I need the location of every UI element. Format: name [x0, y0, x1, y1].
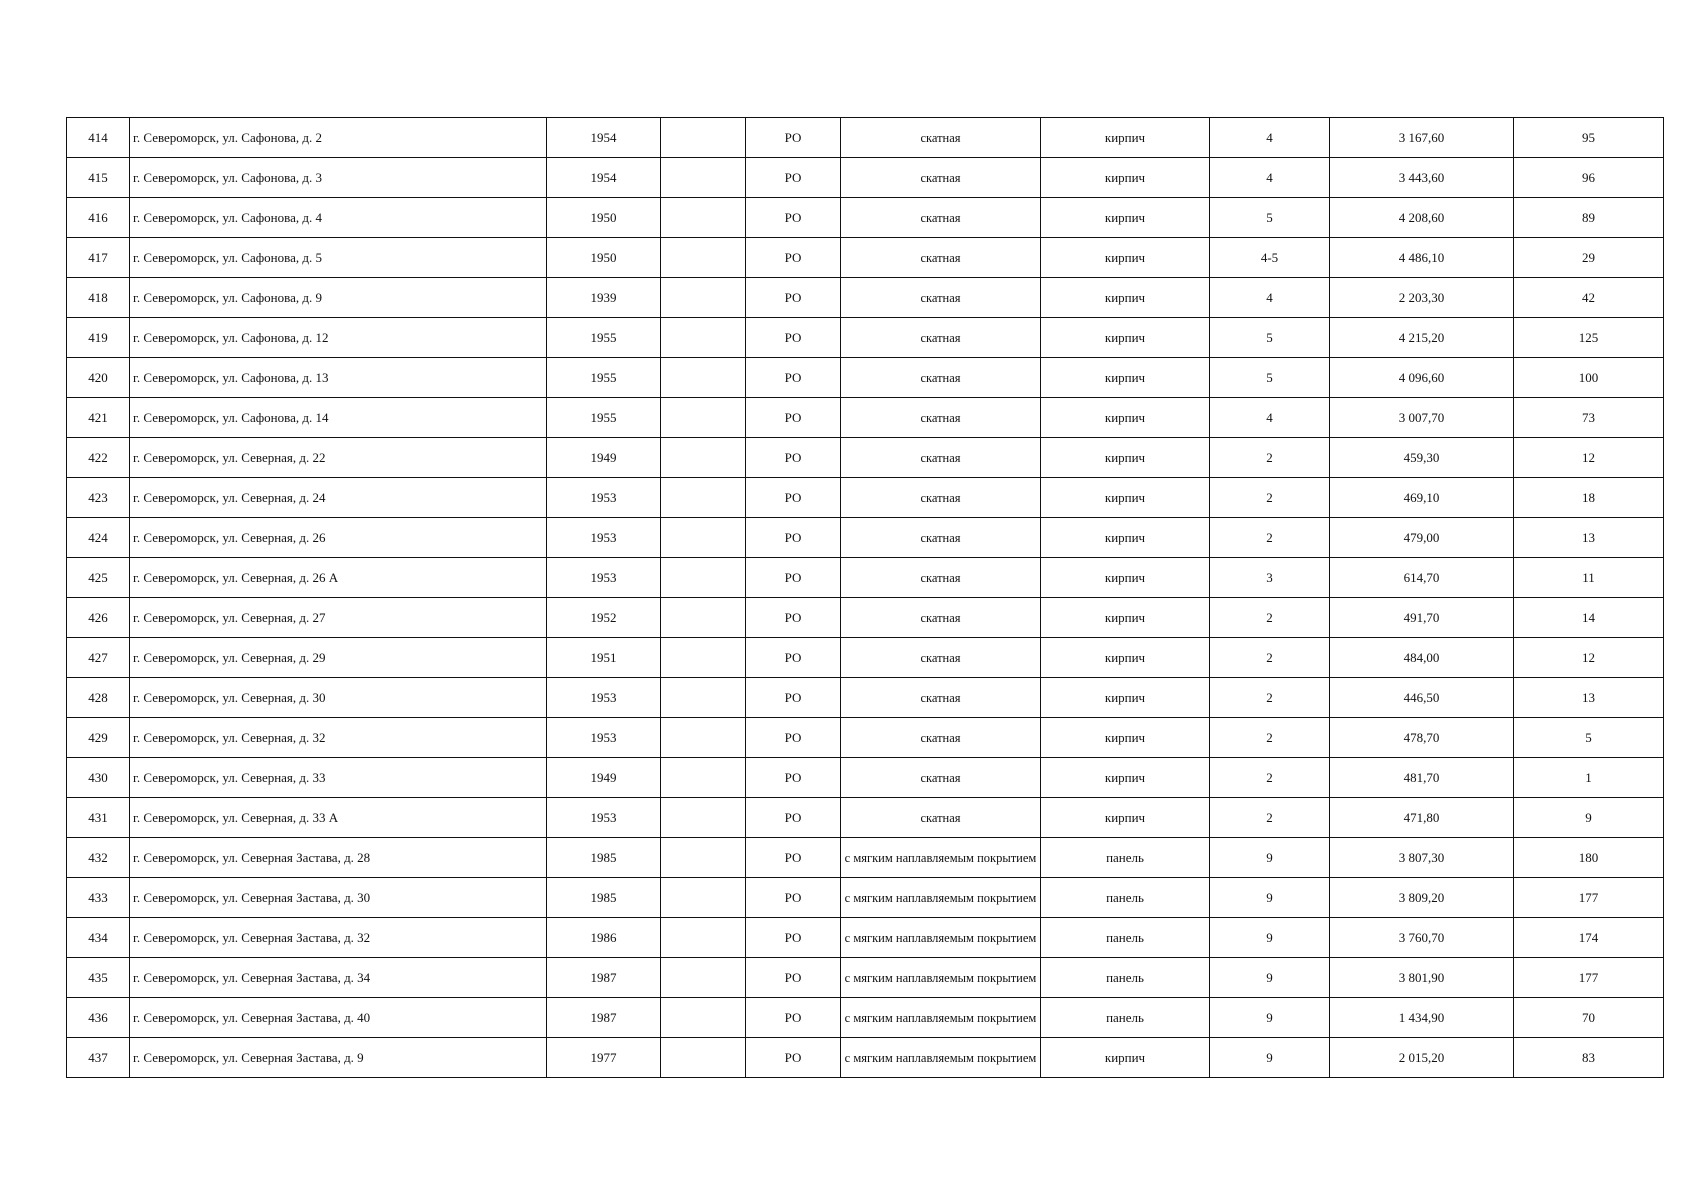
row-number: 424 — [67, 518, 130, 558]
count-cell: 96 — [1514, 158, 1664, 198]
address-cell: г. Североморск, ул. Северная, д. 24 — [130, 478, 547, 518]
count-cell: 83 — [1514, 1038, 1664, 1078]
ro-cell: РО — [746, 1038, 841, 1078]
empty-cell — [661, 438, 746, 478]
count-cell: 180 — [1514, 838, 1664, 878]
empty-cell — [661, 518, 746, 558]
roof-type-cell: скатная — [841, 318, 1041, 358]
ro-cell: РО — [746, 278, 841, 318]
row-number: 429 — [67, 718, 130, 758]
empty-cell — [661, 1038, 746, 1078]
address-cell: г. Североморск, ул. Северная, д. 32 — [130, 718, 547, 758]
roof-type-cell: скатная — [841, 278, 1041, 318]
empty-cell — [661, 798, 746, 838]
floors-cell: 3 — [1210, 558, 1330, 598]
area-cell: 4 215,20 — [1330, 318, 1514, 358]
floors-cell: 2 — [1210, 798, 1330, 838]
empty-cell — [661, 238, 746, 278]
wall-material-cell: кирпич — [1041, 1038, 1210, 1078]
floors-cell: 9 — [1210, 878, 1330, 918]
year-cell: 1985 — [547, 838, 661, 878]
row-number: 434 — [67, 918, 130, 958]
area-cell: 478,70 — [1330, 718, 1514, 758]
row-number: 417 — [67, 238, 130, 278]
floors-cell: 9 — [1210, 958, 1330, 998]
floors-cell: 2 — [1210, 678, 1330, 718]
table-row — [67, 598, 1664, 638]
table-row — [67, 878, 1664, 918]
year-cell: 1953 — [547, 718, 661, 758]
count-cell: 14 — [1514, 598, 1664, 638]
ro-cell: РО — [746, 158, 841, 198]
empty-cell — [661, 158, 746, 198]
year-cell: 1954 — [547, 158, 661, 198]
year-cell: 1953 — [547, 798, 661, 838]
empty-cell — [661, 278, 746, 318]
table-row — [67, 718, 1664, 758]
wall-material-cell: кирпич — [1041, 158, 1210, 198]
table-row — [67, 918, 1664, 958]
wall-material-cell: кирпич — [1041, 518, 1210, 558]
wall-material-cell: кирпич — [1041, 398, 1210, 438]
table-row — [67, 758, 1664, 798]
wall-material-cell: кирпич — [1041, 198, 1210, 238]
row-number: 432 — [67, 838, 130, 878]
year-cell: 1949 — [547, 438, 661, 478]
wall-material-cell: кирпич — [1041, 558, 1210, 598]
year-cell: 1985 — [547, 878, 661, 918]
wall-material-cell: кирпич — [1041, 798, 1210, 838]
count-cell: 13 — [1514, 518, 1664, 558]
count-cell: 5 — [1514, 718, 1664, 758]
roof-type-cell: скатная — [841, 718, 1041, 758]
floors-cell: 5 — [1210, 358, 1330, 398]
roof-type-cell: скатная — [841, 358, 1041, 398]
count-cell: 177 — [1514, 878, 1664, 918]
area-cell: 469,10 — [1330, 478, 1514, 518]
empty-cell — [661, 958, 746, 998]
ro-cell: РО — [746, 118, 841, 158]
year-cell: 1977 — [547, 1038, 661, 1078]
area-cell: 481,70 — [1330, 758, 1514, 798]
floors-cell: 4 — [1210, 158, 1330, 198]
row-number: 422 — [67, 438, 130, 478]
count-cell: 89 — [1514, 198, 1664, 238]
area-cell: 4 486,10 — [1330, 238, 1514, 278]
year-cell: 1939 — [547, 278, 661, 318]
count-cell: 177 — [1514, 958, 1664, 998]
wall-material-cell: кирпич — [1041, 758, 1210, 798]
count-cell: 18 — [1514, 478, 1664, 518]
area-cell: 471,80 — [1330, 798, 1514, 838]
row-number: 423 — [67, 478, 130, 518]
row-number: 419 — [67, 318, 130, 358]
roof-type-cell: с мягким наплавляемым покрытием — [841, 878, 1041, 918]
ro-cell: РО — [746, 918, 841, 958]
roof-type-cell: скатная — [841, 438, 1041, 478]
empty-cell — [661, 358, 746, 398]
area-cell: 3 809,20 — [1330, 878, 1514, 918]
year-cell: 1954 — [547, 118, 661, 158]
table-row — [67, 838, 1664, 878]
roof-type-cell: скатная — [841, 638, 1041, 678]
floors-cell: 4 — [1210, 118, 1330, 158]
area-cell: 2 203,30 — [1330, 278, 1514, 318]
address-cell: г. Североморск, ул. Северная, д. 26 — [130, 518, 547, 558]
roof-type-cell: скатная — [841, 198, 1041, 238]
table-row — [67, 438, 1664, 478]
empty-cell — [661, 998, 746, 1038]
year-cell: 1953 — [547, 678, 661, 718]
roof-type-cell: с мягким наплавляемым покрытием — [841, 918, 1041, 958]
empty-cell — [661, 398, 746, 438]
empty-cell — [661, 878, 746, 918]
wall-material-cell: кирпич — [1041, 478, 1210, 518]
empty-cell — [661, 918, 746, 958]
row-number: 436 — [67, 998, 130, 1038]
wall-material-cell: панель — [1041, 838, 1210, 878]
empty-cell — [661, 478, 746, 518]
table-row — [67, 398, 1664, 438]
ro-cell: РО — [746, 958, 841, 998]
row-number: 431 — [67, 798, 130, 838]
wall-material-cell: кирпич — [1041, 278, 1210, 318]
ro-cell: РО — [746, 478, 841, 518]
year-cell: 1953 — [547, 478, 661, 518]
ro-cell: РО — [746, 878, 841, 918]
count-cell: 29 — [1514, 238, 1664, 278]
empty-cell — [661, 718, 746, 758]
row-number: 433 — [67, 878, 130, 918]
row-number: 420 — [67, 358, 130, 398]
year-cell: 1949 — [547, 758, 661, 798]
ro-cell: РО — [746, 398, 841, 438]
empty-cell — [661, 598, 746, 638]
count-cell: 95 — [1514, 118, 1664, 158]
row-number: 418 — [67, 278, 130, 318]
roof-type-cell: скатная — [841, 158, 1041, 198]
ro-cell: РО — [746, 238, 841, 278]
row-number: 437 — [67, 1038, 130, 1078]
wall-material-cell: кирпич — [1041, 318, 1210, 358]
wall-material-cell: панель — [1041, 878, 1210, 918]
table-row — [67, 558, 1664, 598]
area-cell: 3 760,70 — [1330, 918, 1514, 958]
count-cell: 73 — [1514, 398, 1664, 438]
area-cell: 3 007,70 — [1330, 398, 1514, 438]
year-cell: 1951 — [547, 638, 661, 678]
wall-material-cell: кирпич — [1041, 598, 1210, 638]
row-number: 415 — [67, 158, 130, 198]
wall-material-cell: кирпич — [1041, 118, 1210, 158]
ro-cell: РО — [746, 198, 841, 238]
address-cell: г. Североморск, ул. Северная, д. 30 — [130, 678, 547, 718]
floors-cell: 2 — [1210, 718, 1330, 758]
address-cell: г. Североморск, ул. Сафонова, д. 12 — [130, 318, 547, 358]
roof-type-cell: скатная — [841, 558, 1041, 598]
roof-type-cell: скатная — [841, 238, 1041, 278]
floors-cell: 9 — [1210, 998, 1330, 1038]
address-cell: г. Североморск, ул. Северная, д. 26 А — [130, 558, 547, 598]
empty-cell — [661, 118, 746, 158]
roof-type-cell: скатная — [841, 118, 1041, 158]
year-cell: 1953 — [547, 518, 661, 558]
count-cell: 70 — [1514, 998, 1664, 1038]
address-cell: г. Североморск, ул. Северная Застава, д. 40 — [130, 998, 547, 1038]
address-cell: г. Североморск, ул. Сафонова, д. 3 — [130, 158, 547, 198]
wall-material-cell: кирпич — [1041, 718, 1210, 758]
table-row — [67, 478, 1664, 518]
area-cell: 4 208,60 — [1330, 198, 1514, 238]
table-row — [67, 1038, 1664, 1078]
roof-type-cell: скатная — [841, 598, 1041, 638]
floors-cell: 4 — [1210, 398, 1330, 438]
table-row — [67, 318, 1664, 358]
ro-cell: РО — [746, 318, 841, 358]
count-cell: 9 — [1514, 798, 1664, 838]
housing-table — [66, 117, 1664, 1078]
table-row — [67, 958, 1664, 998]
area-cell: 491,70 — [1330, 598, 1514, 638]
floors-cell: 5 — [1210, 318, 1330, 358]
count-cell: 174 — [1514, 918, 1664, 958]
floors-cell: 9 — [1210, 838, 1330, 878]
empty-cell — [661, 678, 746, 718]
roof-type-cell: скатная — [841, 398, 1041, 438]
floors-cell: 4-5 — [1210, 238, 1330, 278]
count-cell: 1 — [1514, 758, 1664, 798]
wall-material-cell: кирпич — [1041, 358, 1210, 398]
table-row — [67, 198, 1664, 238]
ro-cell: РО — [746, 598, 841, 638]
table-row — [67, 798, 1664, 838]
area-cell: 614,70 — [1330, 558, 1514, 598]
address-cell: г. Североморск, ул. Северная, д. 33 — [130, 758, 547, 798]
ro-cell: РО — [746, 518, 841, 558]
table-row — [67, 278, 1664, 318]
table-row — [67, 118, 1664, 158]
address-cell: г. Североморск, ул. Северная, д. 22 — [130, 438, 547, 478]
table-row — [67, 638, 1664, 678]
ro-cell: РО — [746, 838, 841, 878]
ro-cell: РО — [746, 638, 841, 678]
year-cell: 1952 — [547, 598, 661, 638]
count-cell: 100 — [1514, 358, 1664, 398]
table-body — [67, 118, 1664, 1078]
year-cell: 1987 — [547, 958, 661, 998]
table-row — [67, 998, 1664, 1038]
address-cell: г. Североморск, ул. Сафонова, д. 2 — [130, 118, 547, 158]
row-number: 416 — [67, 198, 130, 238]
area-cell: 3 807,30 — [1330, 838, 1514, 878]
ro-cell: РО — [746, 758, 841, 798]
year-cell: 1987 — [547, 998, 661, 1038]
area-cell: 459,30 — [1330, 438, 1514, 478]
row-number: 414 — [67, 118, 130, 158]
ro-cell: РО — [746, 998, 841, 1038]
row-number: 430 — [67, 758, 130, 798]
area-cell: 3 801,90 — [1330, 958, 1514, 998]
area-cell: 2 015,20 — [1330, 1038, 1514, 1078]
floors-cell: 2 — [1210, 478, 1330, 518]
count-cell: 12 — [1514, 638, 1664, 678]
empty-cell — [661, 758, 746, 798]
floors-cell: 9 — [1210, 918, 1330, 958]
area-cell: 446,50 — [1330, 678, 1514, 718]
floors-cell: 4 — [1210, 278, 1330, 318]
empty-cell — [661, 198, 746, 238]
ro-cell: РО — [746, 798, 841, 838]
empty-cell — [661, 638, 746, 678]
row-number: 426 — [67, 598, 130, 638]
address-cell: г. Североморск, ул. Сафонова, д. 5 — [130, 238, 547, 278]
area-cell: 479,00 — [1330, 518, 1514, 558]
address-cell: г. Североморск, ул. Северная, д. 33 А — [130, 798, 547, 838]
address-cell: г. Североморск, ул. Северная Застава, д. 34 — [130, 958, 547, 998]
wall-material-cell: панель — [1041, 998, 1210, 1038]
address-cell: г. Североморск, ул. Северная Застава, д. 28 — [130, 838, 547, 878]
floors-cell: 2 — [1210, 518, 1330, 558]
table-row — [67, 238, 1664, 278]
wall-material-cell: кирпич — [1041, 238, 1210, 278]
count-cell: 11 — [1514, 558, 1664, 598]
floors-cell: 2 — [1210, 598, 1330, 638]
year-cell: 1950 — [547, 238, 661, 278]
year-cell: 1955 — [547, 398, 661, 438]
floors-cell: 5 — [1210, 198, 1330, 238]
roof-type-cell: скатная — [841, 518, 1041, 558]
area-cell: 484,00 — [1330, 638, 1514, 678]
address-cell: г. Североморск, ул. Северная Застава, д. 9 — [130, 1038, 547, 1078]
area-cell: 3 167,60 — [1330, 118, 1514, 158]
year-cell: 1955 — [547, 318, 661, 358]
count-cell: 125 — [1514, 318, 1664, 358]
area-cell: 4 096,60 — [1330, 358, 1514, 398]
roof-type-cell: с мягким наплавляемым покрытием — [841, 1038, 1041, 1078]
ro-cell: РО — [746, 718, 841, 758]
empty-cell — [661, 838, 746, 878]
wall-material-cell: панель — [1041, 958, 1210, 998]
address-cell: г. Североморск, ул. Северная, д. 27 — [130, 598, 547, 638]
address-cell: г. Североморск, ул. Северная Застава, д. 32 — [130, 918, 547, 958]
address-cell: г. Североморск, ул. Северная Застава, д. 30 — [130, 878, 547, 918]
table-row — [67, 158, 1664, 198]
row-number: 428 — [67, 678, 130, 718]
ro-cell: РО — [746, 358, 841, 398]
area-cell: 1 434,90 — [1330, 998, 1514, 1038]
floors-cell: 9 — [1210, 1038, 1330, 1078]
row-number: 435 — [67, 958, 130, 998]
address-cell: г. Североморск, ул. Сафонова, д. 13 — [130, 358, 547, 398]
year-cell: 1950 — [547, 198, 661, 238]
address-cell: г. Североморск, ул. Северная, д. 29 — [130, 638, 547, 678]
wall-material-cell: кирпич — [1041, 438, 1210, 478]
count-cell: 42 — [1514, 278, 1664, 318]
wall-material-cell: панель — [1041, 918, 1210, 958]
roof-type-cell: скатная — [841, 758, 1041, 798]
table-row — [67, 678, 1664, 718]
table-row — [67, 358, 1664, 398]
wall-material-cell: кирпич — [1041, 638, 1210, 678]
count-cell: 13 — [1514, 678, 1664, 718]
year-cell: 1953 — [547, 558, 661, 598]
count-cell: 12 — [1514, 438, 1664, 478]
area-cell: 3 443,60 — [1330, 158, 1514, 198]
wall-material-cell: кирпич — [1041, 678, 1210, 718]
roof-type-cell: скатная — [841, 798, 1041, 838]
roof-type-cell: с мягким наплавляемым покрытием — [841, 998, 1041, 1038]
ro-cell: РО — [746, 678, 841, 718]
roof-type-cell: скатная — [841, 678, 1041, 718]
floors-cell: 2 — [1210, 638, 1330, 678]
empty-cell — [661, 318, 746, 358]
year-cell: 1955 — [547, 358, 661, 398]
row-number: 427 — [67, 638, 130, 678]
row-number: 421 — [67, 398, 130, 438]
year-cell: 1986 — [547, 918, 661, 958]
roof-type-cell: с мягким наплавляемым покрытием — [841, 958, 1041, 998]
floors-cell: 2 — [1210, 758, 1330, 798]
roof-type-cell: с мягким наплавляемым покрытием — [841, 838, 1041, 878]
ro-cell: РО — [746, 558, 841, 598]
floors-cell: 2 — [1210, 438, 1330, 478]
address-cell: г. Североморск, ул. Сафонова, д. 9 — [130, 278, 547, 318]
row-number: 425 — [67, 558, 130, 598]
empty-cell — [661, 558, 746, 598]
table-row — [67, 518, 1664, 558]
address-cell: г. Североморск, ул. Сафонова, д. 14 — [130, 398, 547, 438]
ro-cell: РО — [746, 438, 841, 478]
address-cell: г. Североморск, ул. Сафонова, д. 4 — [130, 198, 547, 238]
roof-type-cell: скатная — [841, 478, 1041, 518]
